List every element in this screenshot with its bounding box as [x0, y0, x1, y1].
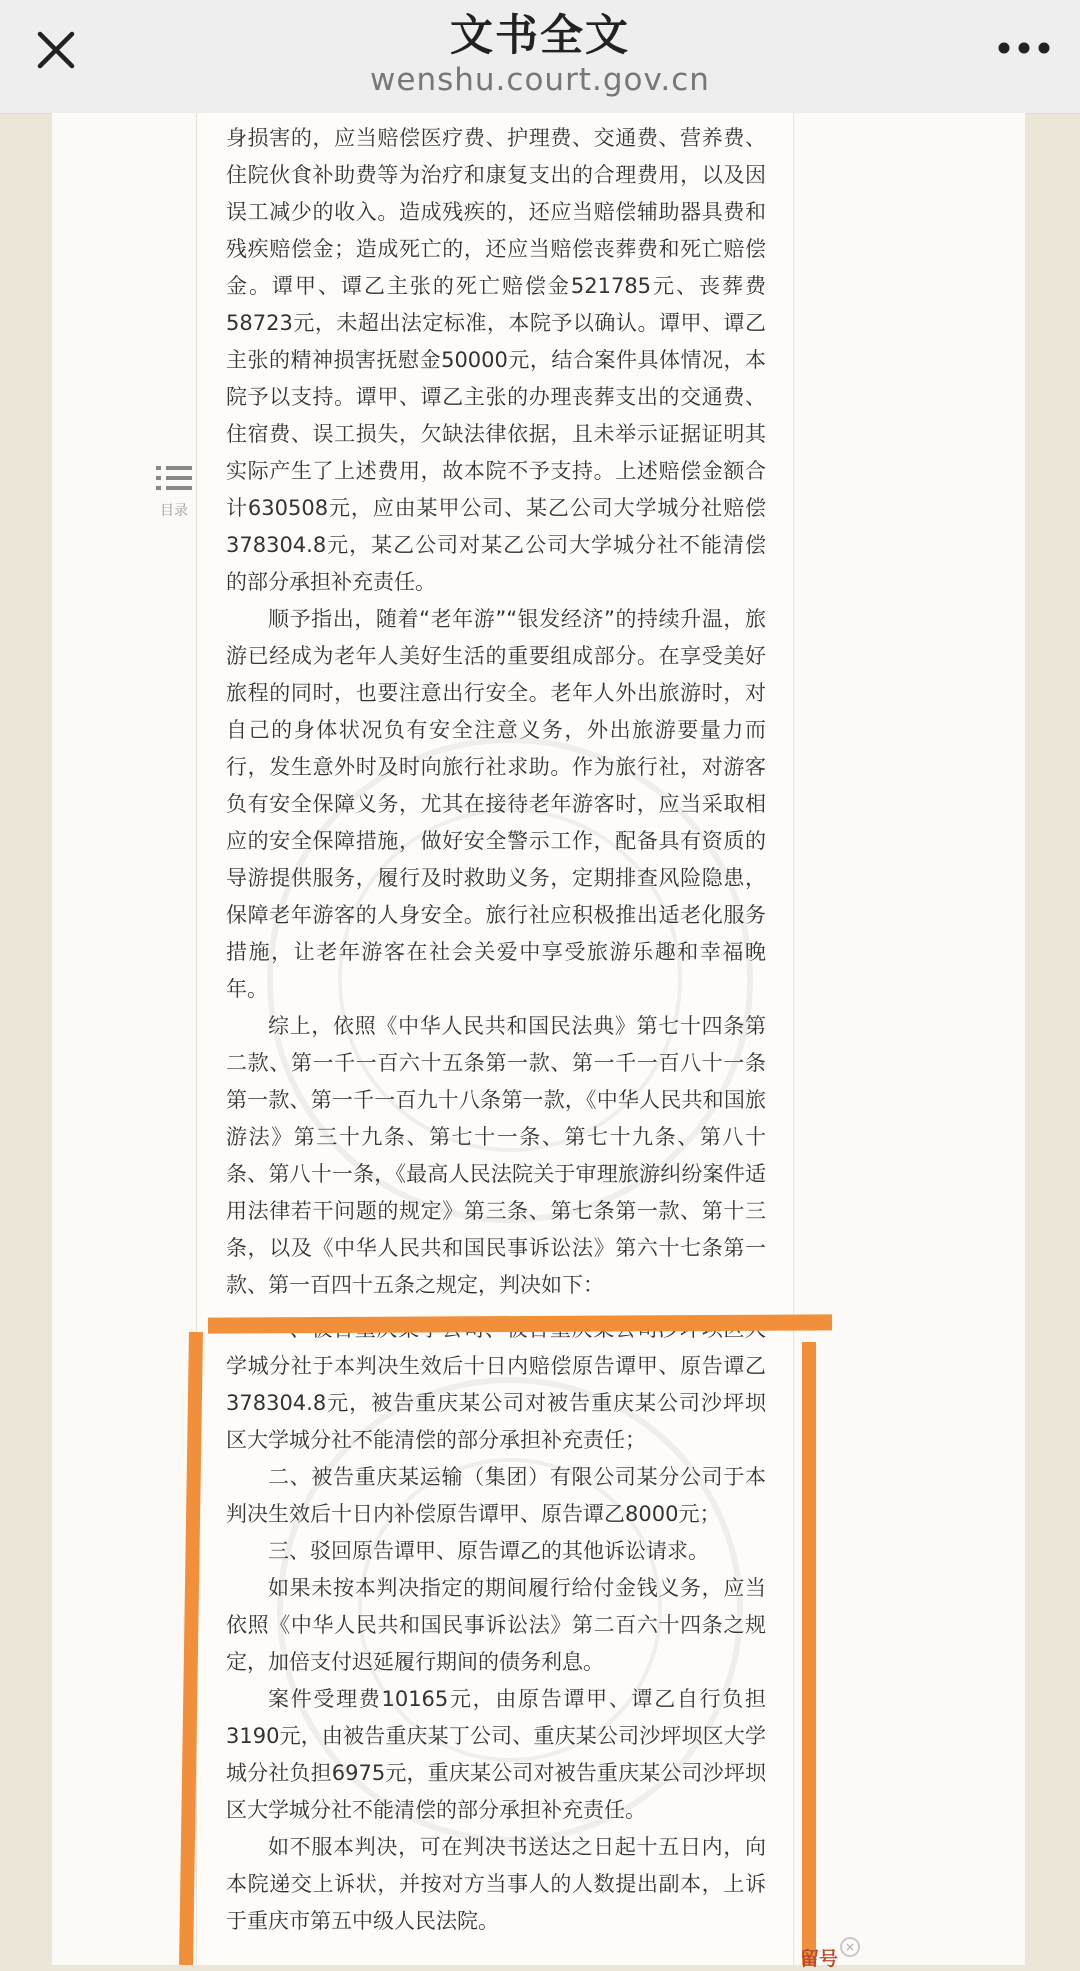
highlight-right-stroke: [802, 1342, 816, 1965]
right-margin: [792, 113, 1025, 1965]
highlight-top-stroke: [208, 1314, 832, 1333]
corner-close-icon[interactable]: ×: [840, 1937, 860, 1957]
judgment-item: 二、被告重庆某运输（集团）有限公司某分公司于本判决生效后十日内补偿原告谭甲、原告谭乙8000元；: [226, 1465, 766, 1526]
document-paragraph: 如不服本判决，可在判决书送达之日起十五日内，向本院递交上诉状，并按对方当事人的人数提出副本，上诉于重庆市第五中级人民法院。: [226, 1835, 766, 1933]
document-paragraph: 综上，依照《中华人民共和国民法典》第七十四条第二款、第一千一百六十五条第一款、第一千一百八十一条第一款、第一千一百九十八条第一款，《中华人民共和国旅游法》第三十九条、第七十一条、第七十九条、第八十条、第八十一条，《最高人民法院关于审理旅游纠纷案件适用法律若干问题的规定》第三条、第七条第一款、第十三条，以及《中华人民共和国民事诉讼法》第六十七条第一款、第一百四十五条之规定，判决如下：: [226, 1014, 766, 1297]
toc-list-icon: [150, 462, 198, 498]
document-body: [226, 120, 766, 1940]
document-paragraph: 案件受理费10165元，由原告谭甲、谭乙自行负担3190元，由被告重庆某丁公司、重庆某公司沙坪坝区大学城分社负担6975元，重庆某公司对被告重庆某公司沙坪坝区大学城分社不能清偿的部分承担补充责任。: [226, 1687, 766, 1822]
more-icon[interactable]: [992, 28, 1056, 68]
judgment-item: 学城分社于本判决生效后十日内赔偿原告谭甲、原告谭乙378304.8元，被告重庆某公司对被告重庆某公司沙坪坝区大学城分社不能清偿的部分承担补充责任；: [226, 1354, 766, 1452]
corner-clipped-text: 留号: [800, 1948, 839, 1970]
document-paragraph: 身损害的，应当赔偿医疗费、护理费、交通费、营养费、住院伙食补助费等为治疗和康复支出的合理费用，以及因误工减少的收入。造成残疾的，还应当赔偿辅助器具费和残疾赔偿金；造成死亡的，还应当赔偿丧葬费和死亡赔偿金。谭甲、谭乙主张的死亡赔偿金521785元、丧葬费58723元，未超出法定标准，本院予以确认。谭甲、谭乙主张的精神损害抚慰金50000元，结合案件具体情况，本院予以支持。谭甲、谭乙主张的办理丧葬支出的交通费、住宿费、误工损失，欠缺法律依据，且未举示证据证明其实际产生了上述费用，故本院不予支持。上述赔偿金额合计630508元，应由某甲公司、某乙公司大学城分社赔偿378304.8元，某乙公司对某乙公司大学城分社不能清偿的部分承担补充责任。: [226, 126, 766, 594]
page-url: wenshu.court.gov.cn: [370, 62, 710, 98]
left-margin: [52, 113, 196, 1965]
judgment-item: 三、驳回原告谭甲、原告谭乙的其他诉讼请求。: [268, 1539, 709, 1563]
toc-button[interactable]: [150, 462, 198, 522]
toc-label: 目录: [160, 503, 188, 519]
document-paragraph: 顺予指出，随着“老年游”“银发经济”的持续升温，旅游已经成为老年人美好生活的重要组成部分。在享受美好旅程的同时，也要注意出行安全。老年人外出旅游时，对自己的身体状况负有安全注意义务，外出旅游要量力而行，发生意外时及时向旅行社求助。作为旅行社，对游客负有安全保障义务，尤其在接待老年游客时，应当采取相应的安全保障措施，做好安全警示工作，配备具有资质的导游提供服务，履行及时救助义务，定期排查风险隐患，保障老年游客的人身安全。旅行社应积极推出适老化服务措施，让老年游客在社会关爱中享受旅游乐趣和幸福晚年。: [226, 607, 766, 1001]
top-navigation-bar: [0, 0, 1080, 114]
page-title: 文书全文: [450, 11, 630, 61]
document-paragraph: 如果未按本判决指定的期间履行给付金钱义务，应当依照《中华人民共和国民事诉讼法》第二百六十四条之规定，加倍支付迟延履行期间的债务利息。: [226, 1576, 766, 1674]
